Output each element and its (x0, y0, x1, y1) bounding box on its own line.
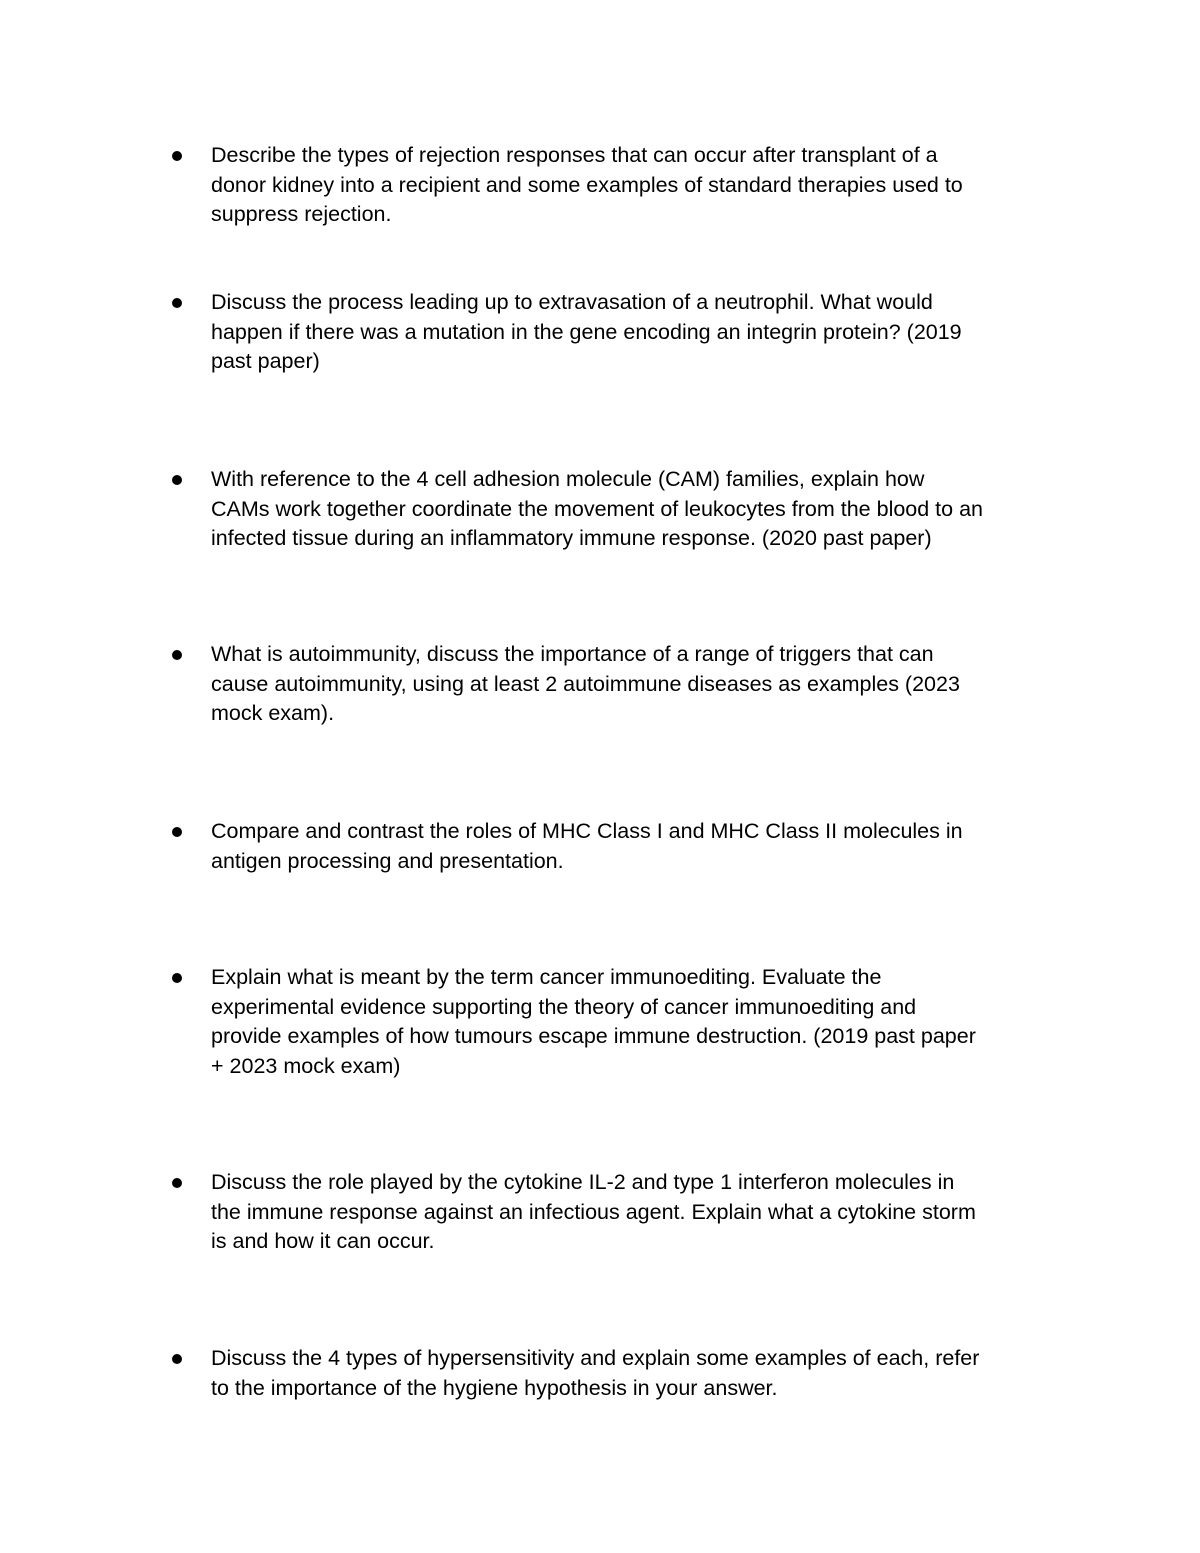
bullet-icon (172, 151, 182, 161)
question-item-7 (211, 1168, 1071, 1257)
question-item-8 (211, 1344, 1071, 1403)
bullet-icon (172, 1354, 182, 1364)
question-text: With reference to the 4 cell adhesion molecule (CAM) families, explain how CAMs work together coordinate the movement of leukocytes from the blood to an infected tissue during an inflammatory immune response. (2020 past paper) (211, 467, 984, 550)
question-item-6 (211, 963, 1071, 1081)
question-text: Discuss the process leading up to extravasation of a neutrophil. What would happen if there was a mutation in the gene encoding an integrin protein? (2019 past paper) (211, 290, 962, 373)
question-text: Discuss the role played by the cytokine IL-2 and type 1 interferon molecules in the immune response against an infectious agent. Explain what a cytokine storm is and how it can occur. (211, 1170, 976, 1253)
bullet-icon (172, 475, 182, 485)
question-text: What is autoimmunity, discuss the importance of a range of triggers that can cause autoimmunity, using at least 2 autoimmune diseases as examples (2023 mock exam). (211, 642, 960, 725)
question-text: Discuss the 4 types of hypersensitivity and explain some examples of each, refer to the importance of the hygiene hypothesis in your answer. (211, 1346, 980, 1400)
question-item-2 (211, 288, 1071, 377)
question-item-1 (211, 141, 1071, 230)
question-text: Describe the types of rejection responses that can occur after transplant of a donor kidney into a recipient and some examples of standard therapies used to suppress rejection. (211, 143, 963, 226)
question-item-5 (211, 817, 1071, 876)
bullet-icon (172, 298, 182, 308)
question-text: Explain what is meant by the term cancer immunoediting. Evaluate the experimental evidence supporting the theory of cancer immunoediting and provide examples of how tumours escape immune destruction. (2019 past paper + 2023 mock exam) (211, 965, 976, 1078)
bullet-icon (172, 827, 182, 837)
question-item-3 (211, 465, 1071, 554)
bullet-icon (172, 1178, 182, 1188)
bullet-icon (172, 973, 182, 983)
bullet-icon (172, 650, 182, 660)
question-item-4 (211, 640, 1071, 729)
question-text: Compare and contrast the roles of MHC Class I and MHC Class II molecules in antigen processing and presentation. (211, 819, 963, 873)
